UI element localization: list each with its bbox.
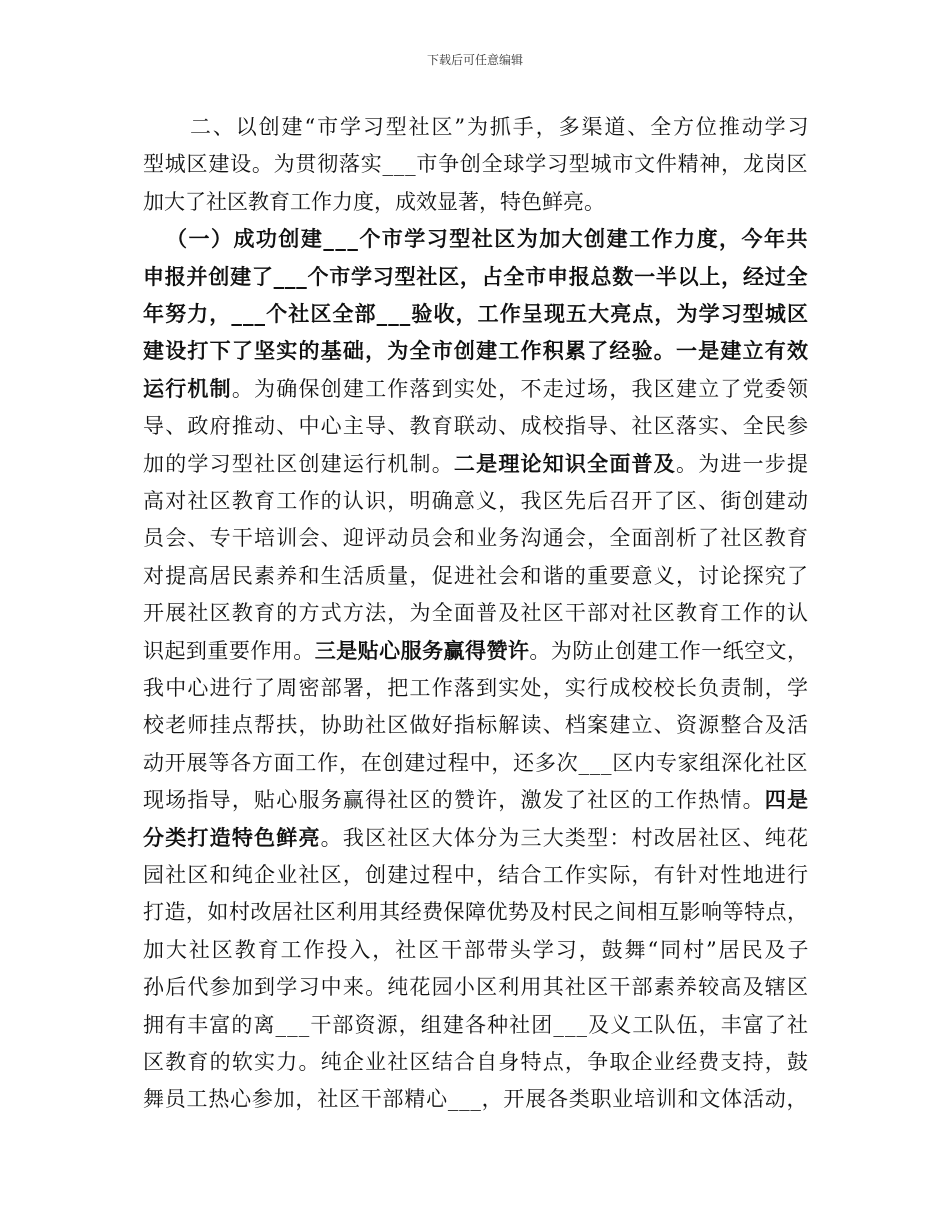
text-line	[166, 220, 809, 258]
text-line	[143, 1006, 809, 1044]
text-line	[143, 482, 809, 520]
text-line	[143, 594, 809, 632]
text-segment: 员会、专干培训会、迎评动员会和业务沟通会，全面剖析了社区教育	[143, 526, 810, 551]
text-segment: 。为进一步提	[675, 451, 810, 476]
text-segment: 园社区和纯企业社区，创建过程中，结合工作实际，有针对性地进行	[143, 863, 810, 887]
bold-text-segment: （一）成功创建___个市学习型社区为加大创建工作力度，今年共	[166, 226, 809, 252]
text-line	[143, 370, 809, 408]
text-line	[143, 669, 809, 707]
bold-text-segment: 四是	[764, 787, 810, 813]
text-line	[143, 258, 808, 296]
text-segment: 开展社区教育的方式方法，为全面普及社区干部对社区教育工作的认	[143, 601, 810, 626]
text-segment: 舞员工热心参加，社区干部精心___，开展各类职业培训和文体活动，	[143, 1087, 809, 1112]
text-segment: 动开展等各方面工作，在创建过程中，还多次___区内专家组深化社区	[143, 750, 809, 775]
text-line	[143, 1080, 808, 1118]
text-segment: 校老师挂点帮扶，协助社区做好指标解读、档案建立、资源整合及活	[143, 713, 810, 738]
text-line	[143, 632, 808, 670]
text-segment: 孙后代参加到学习中来。纯花园小区利用其社区干部素养较高及辖区	[143, 975, 810, 1000]
bold-text-segment: 申报并创建了___个市学习型社区，占全市申报总数一半以上，经过全	[143, 263, 809, 289]
text-line	[143, 145, 808, 183]
text-line	[143, 1043, 809, 1081]
text-line	[190, 108, 810, 146]
bold-text-segment: 三是贴心服务赢得赞许	[314, 637, 530, 663]
text-line	[143, 706, 809, 744]
text-segment: 高对社区教育工作的认识，明确意义，我区先后召开了区、街创建动	[143, 489, 810, 513]
text-segment: 现场指导，贴心服务赢得社区的赞许，激发了社区的工作热情。	[143, 788, 765, 813]
text-segment: 。为防止创建工作一纸空文，	[529, 638, 809, 663]
text-line	[143, 931, 810, 969]
text-line	[143, 183, 605, 221]
text-segment: 打造，如村改居社区利用其经费保障优势及村民之间相互影响等特点，	[143, 900, 809, 925]
text-line	[143, 781, 809, 819]
text-segment: 区教育的软实力。纯企业社区结合自身特点，争取企业经费支持，鼓	[143, 1050, 810, 1074]
bold-text-segment: 年努力，___个社区全部___验收，工作呈现五大亮点，为学习型城区	[143, 301, 810, 326]
bold-text-segment: 运行机制	[143, 375, 232, 401]
text-segment: 二、以创建“市学习型社区”为抓手，多渠道、全方位推动学习	[190, 115, 811, 139]
text-line	[143, 407, 809, 445]
text-line	[143, 968, 809, 1006]
text-segment: 识起到重要作用。	[143, 638, 315, 663]
text-line	[143, 557, 809, 595]
text-segment: 我中心进行了周密部署，把工作落到实处，实行成校校长负责制，学	[143, 676, 810, 700]
text-line	[143, 332, 809, 370]
text-segment: 。为确保创建工作落到实处，不走过场，我区建立了党委领	[231, 376, 810, 401]
text-segment: 拥有丰富的离___干部资源，组建各种社团___及义工队伍，丰富了社	[143, 1012, 810, 1037]
bold-text-segment: 分类打造特色鲜亮	[143, 824, 321, 850]
bold-text-segment: 二是理论知识全面普及	[453, 450, 676, 476]
text-segment: 加大了社区教育工作力度，成效显著，特色鲜亮。	[143, 189, 605, 214]
text-line	[143, 856, 809, 894]
text-line	[143, 819, 809, 857]
text-segment: 。我区社区大体分为三大类型：村改居社区、纯花	[320, 825, 810, 850]
bold-text-segment: 建设打下了坚实的基础，为全市创建工作积累了经验。一是建立有效	[143, 338, 810, 364]
text-line	[143, 893, 808, 931]
text-line	[143, 519, 809, 557]
page-header: 下载后可任意编辑	[426, 53, 523, 67]
text-line	[143, 744, 808, 782]
text-segment: 导、政府推动、中心主导、教育联动、成校指导、社区落实、全民参	[143, 414, 810, 439]
text-segment: 对提高居民素养和生活质量，促进社会和谐的重要意义，讨论探究了	[143, 563, 810, 588]
text-segment: 型城区建设。为贯彻落实___市争创全球学习型城市文件精神，龙岗区	[143, 152, 809, 177]
text-segment: 加的学习型社区创建运行机制。	[143, 451, 454, 476]
text-line	[143, 445, 809, 483]
text-line	[143, 295, 809, 333]
text-segment: 加大社区教育工作投入，社区干部带头学习，鼓舞“同村”居民及子	[143, 937, 811, 962]
